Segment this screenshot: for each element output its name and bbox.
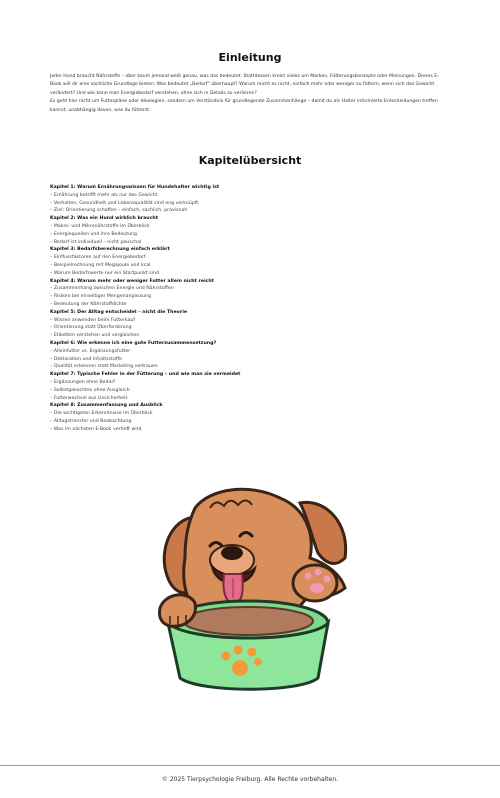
chapter-title: Kapitel 5: Der Alltag entscheidet – nicht die Theorie <box>50 309 187 315</box>
chapter-title: Kapitel 8: Zusammenfassung und Ausblick <box>50 403 163 409</box>
chapter-item: – Bedeutung der Nährstoffdichte <box>50 301 127 307</box>
chapter-item: – Etiketten verstehen und vergleichen <box>50 333 140 339</box>
chapter-item: – Risiken bei einseitiger Mengenanpassung <box>50 294 152 300</box>
chapter-item: – Alltagstransfer und Beobachtung <box>50 418 132 424</box>
footer-divider <box>0 765 500 766</box>
chapter-title: Kapitel 7: Typische Fehler in der Fütterung – und wie man sie vermeidet <box>50 372 241 378</box>
chapter-item: – Beispielrechnung mit Megajoule und kcal <box>50 262 151 268</box>
chapter-overview-list <box>50 184 450 434</box>
chapter-item: – Orientierung statt Überforderung <box>50 325 132 331</box>
chapter-title: Kapitel 6: Wie erkenne ich eine gute Futterzusammensetzung? <box>50 340 217 346</box>
chapter-item: – Warum Bedarfswerte nur ein Startpunkt sind <box>50 270 159 276</box>
chapter-title: Kapitel 4: Warum mehr oder weniger Futter allein nicht reicht <box>50 278 214 284</box>
chapter-item: – Die wichtigsten Erkenntnisse im Überblick <box>50 411 153 417</box>
chapter-item: – Futterwechsel aus Unsicherheit <box>50 395 128 401</box>
chapter-item: – Ziel: Orientierung schaffen – einfach, sachlich, praxisnah <box>50 208 188 214</box>
chapter-item: – Zusammenhang zwischen Energie und Nährstoffen <box>50 286 174 292</box>
chapter-item: – Energiequellen und ihre Bedeutung <box>50 231 138 237</box>
chapter-item: – Verhalten, Gesundheit und Lebensqualität sind eng verknüpft <box>50 200 199 206</box>
intro-paragraph: Es geht hier nicht um Futterpläne oder Ideologien, sondern um Verständnis für grundlegende Zusammenhänge – damit du als Halter informierte Entscheidungen treffen kannst, unabhängig davon, was du fütterst. <box>50 99 438 113</box>
chapter-title: Kapitel 3: Bedarfsberechnung einfach erklärt <box>50 247 170 253</box>
chapter-item: – Ernährung betrifft mehr als nur das Gewicht <box>50 192 158 198</box>
intro-paragraph: Jeder Hund braucht Nährstoffe – aber kaum jemand weiß genau, was das bedeutet. Stattdessen kreist vieles um Marken, Fütterungskonzepte oder Meinungen. Dieses E-Book will dir eine sachliche Grundlage bieten: Was bedeutet „Bedarf“ überhaupt? Warum reicht es nicht, einfach mehr oder weniger zu füttern, wenn sich das Gewicht verändert? Und wie kann man Energiebedarf verstehen, ohne sich in Details zu verlieren? <box>50 74 439 96</box>
chapter-item: – Alleinfutter vs. Ergänzungsfutter <box>50 348 131 354</box>
toc-heading: Kapitelübersicht <box>198 154 302 167</box>
chapter-item: – Qualität erkennen statt Marketing vertrauen <box>50 364 158 370</box>
chapter-item: – Einflussfaktoren auf den Energiebedarf <box>50 255 146 261</box>
chapter-item: – Wissen anwenden beim Futterkauf <box>50 317 135 323</box>
chapter-item: – Selbstgekochtes ohne Ausgleich <box>50 387 130 393</box>
chapter-item: – Makro- und Mikronährstoffe im Überblick <box>50 223 150 229</box>
chapter-item: – Bedarf ist individuell – nicht pauschal <box>50 239 142 245</box>
chapter-title: Kapitel 2: Was ein Hund wirklich braucht <box>50 216 158 222</box>
chapter-title: Kapitel 1: Warum Ernährungswissen für Hundehalter wichtig ist <box>50 185 220 190</box>
chapter-item: – Ergänzungen ohne Bedarf <box>50 379 115 385</box>
intro-text <box>50 73 450 115</box>
footer-copyright: © 2025 Tierpsychologie Freiburg. Alle Rechte vorbehalten. <box>161 776 339 783</box>
dog-eating-from-bowl-icon <box>140 478 360 708</box>
chapter-item: – Was im nächsten E-Book vertieft wird <box>50 426 142 432</box>
chapter-item: – Deklaration und Inhaltsstoffe <box>50 356 122 362</box>
intro-heading: Einleitung <box>218 51 282 64</box>
